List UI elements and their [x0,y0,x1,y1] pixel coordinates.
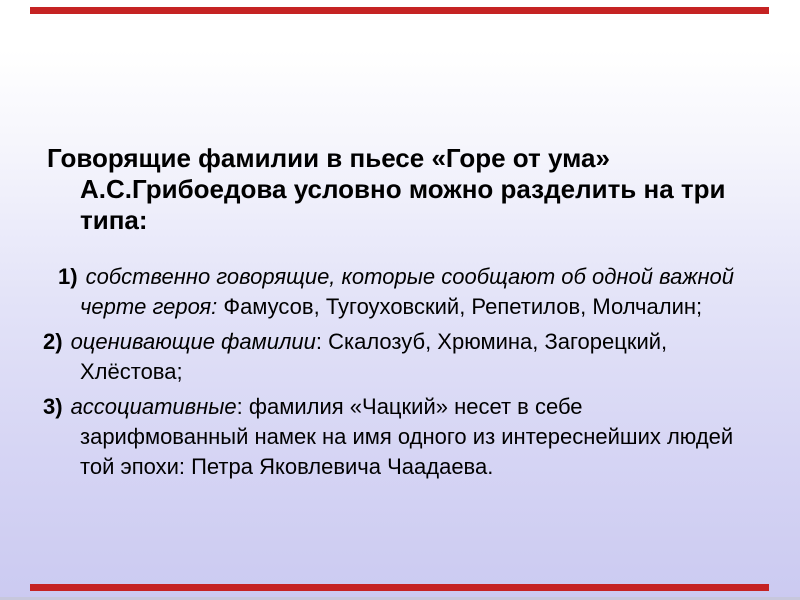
title-line-1: Говорящие фамилии в пьесе «Горе от ума» [47,143,610,173]
top-accent-bar [30,7,769,14]
item-3-regular-text-3: той эпохи: Петра Яковлевича Чаадаева. [80,454,494,479]
item-1-regular-text: Фамусов, Тугоуховский, Репетилов, Молчалин; [217,294,703,319]
list-item-2-line-1 [43,327,773,357]
list-item-3-line-2 [43,422,773,452]
item-3-regular-text: : фамилия «Чацкий» несет в себе [236,394,583,419]
slide-title [47,143,767,236]
item-3-regular-text-2: зарифмованный намек на имя одного из интереснейших людей [80,424,734,449]
bottom-accent-bar [30,584,769,591]
item-1-number: 1) [58,264,78,289]
list-item-3-line-3 [43,452,773,482]
list-item-2 [43,327,773,387]
item-2-regular-text-2: Хлёстова; [80,359,183,384]
list-item-1 [43,262,773,322]
title-line-2: А.С.Грибоедова условно можно разделить на три [80,174,726,204]
item-3-italic-text: ассоциативные [70,394,237,419]
list-item-1-line-2 [43,292,773,322]
list-item-3 [43,392,773,482]
list-item-3-line-1 [43,392,773,422]
list-item-2-line-2 [43,357,773,387]
item-1-italic-text-2: черте героя: [80,294,218,319]
item-2-number: 2) [43,329,63,354]
item-1-italic-text: собственно говорящие, которые сообщают об одной важной [85,264,735,289]
title-line-3: типа: [80,205,148,235]
item-2-italic-text: оценивающие фамилии [70,329,316,354]
list-item-1-line-1 [43,262,773,292]
item-2-regular-text: : Скалозуб, Хрюмина, Загорецкий, [315,329,668,354]
item-3-number: 3) [43,394,63,419]
type-list [43,262,773,487]
